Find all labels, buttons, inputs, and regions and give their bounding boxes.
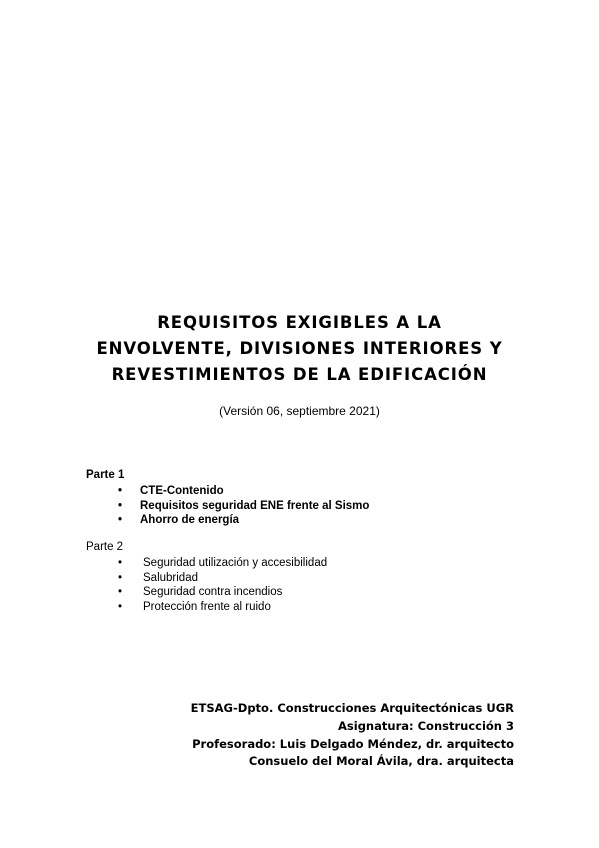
document-title bbox=[0, 310, 599, 388]
list-item-label: Protección frente al ruido bbox=[143, 600, 271, 613]
part-2-label: Parte 2 bbox=[86, 541, 124, 553]
list-item-label: Seguridad contra incendios bbox=[143, 586, 283, 598]
bullet-icon: • bbox=[118, 600, 123, 613]
bullet-icon: • bbox=[118, 571, 123, 584]
bullet-icon: • bbox=[118, 586, 123, 598]
list-item-label: Salubridad bbox=[143, 571, 198, 584]
credits-course: Asignatura: Construcción 3 bbox=[338, 718, 514, 733]
credits-department: ETSAG-Dpto. Construcciones Arquitectónicas UGR bbox=[190, 701, 514, 715]
list-item-label: Ahorro de energía bbox=[140, 514, 240, 526]
list-item-label: CTE-Contenido bbox=[140, 485, 224, 497]
list-item-label: Requisitos seguridad ENE frente al Sismo bbox=[140, 499, 370, 512]
title-line-3: REVESTIMIENTOS DE LA EDIFICACIÓN bbox=[111, 365, 488, 384]
bullet-icon: • bbox=[118, 499, 123, 512]
version-note: (Versión 06, septiembre 2021) bbox=[219, 404, 380, 418]
bullet-icon: • bbox=[118, 557, 123, 569]
part-1-label: Parte 1 bbox=[86, 469, 125, 481]
credits-professor-1: Profesorado: Luis Delgado Méndez, dr. arquitecto bbox=[192, 736, 514, 751]
title-line-2: ENVOLVENTE, DIVISIONES INTERIORES Y bbox=[96, 339, 503, 358]
credits-block bbox=[191, 700, 514, 771]
bullet-icon: • bbox=[118, 485, 123, 497]
list-item-label: Seguridad utilización y accesibilidad bbox=[143, 557, 328, 569]
title-line-1: REQUISITOS EXIGIBLES A LA bbox=[157, 313, 442, 332]
bullet-icon: • bbox=[118, 514, 123, 526]
credits-professor-2: Consuelo del Moral Ávila, dra. arquitecta bbox=[248, 754, 514, 769]
